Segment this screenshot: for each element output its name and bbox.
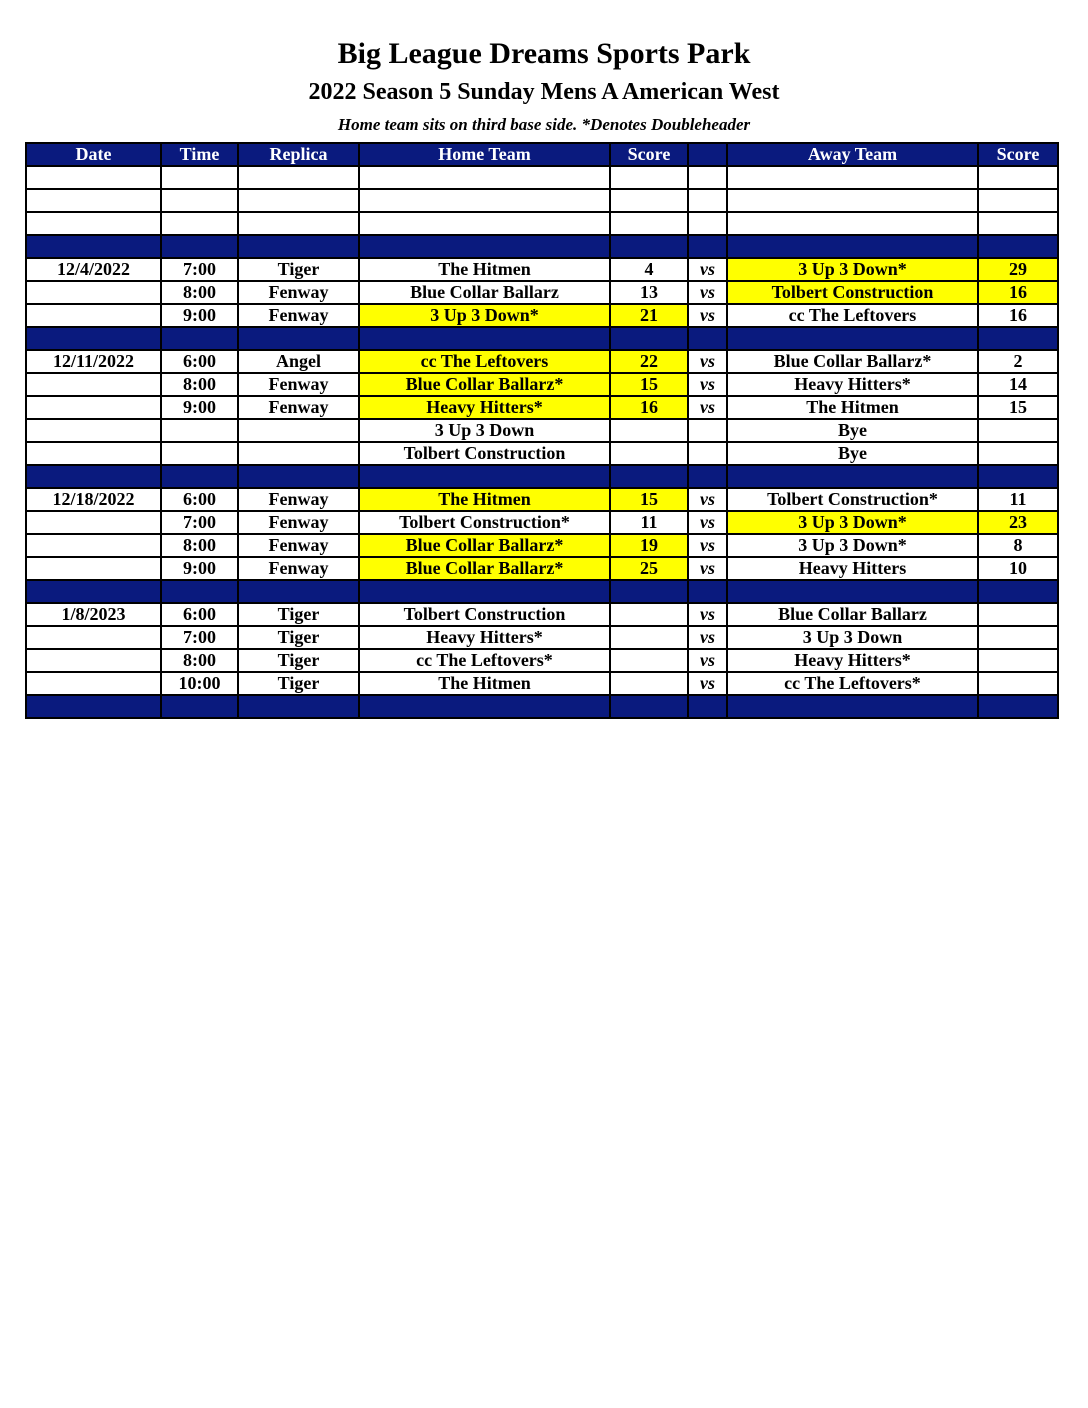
away-team-cell: Heavy Hitters* [727,649,978,672]
schedule-note: Home team sits on third base side. *Denotes Doubleheader [337,115,751,134]
away-team-cell [727,166,978,189]
time-cell: 8:00 [161,534,238,557]
date-cell [26,580,161,603]
home-team-cell [359,695,610,718]
away-team-cell: 3 Up 3 Down* [727,258,978,281]
home-score-cell [610,419,688,442]
away-team-cell [727,580,978,603]
replica-cell [238,212,359,235]
page-title: Big League Dreams Sports Park [337,37,751,70]
vs-cell [688,166,727,189]
away-score-cell [978,327,1058,350]
vs-cell: vs [688,258,727,281]
vs-cell: vs [688,350,727,373]
away-team-cell [727,327,978,350]
home-team-cell: 3 Up 3 Down [359,419,610,442]
col-home-team: Home Team [359,143,610,166]
table-row [26,419,1058,442]
replica-cell [238,465,359,488]
away-score-cell [978,672,1058,695]
replica-cell: Tiger [238,626,359,649]
table-row [26,304,1058,327]
away-team-cell: Bye [727,419,978,442]
away-team-cell: 3 Up 3 Down* [727,534,978,557]
away-score-cell [978,695,1058,718]
replica-cell [238,695,359,718]
table-row [26,603,1058,626]
vs-cell: vs [688,534,727,557]
home-team-cell: Blue Collar Ballarz* [359,557,610,580]
col-away-score: Score [978,143,1058,166]
time-cell [161,580,238,603]
home-team-cell [359,212,610,235]
date-cell: 12/4/2022 [26,258,161,281]
blank-row [26,189,1058,212]
date-cell: 12/18/2022 [26,488,161,511]
blank-row [26,212,1058,235]
date-cell [26,396,161,419]
time-cell [161,419,238,442]
away-team-cell [727,212,978,235]
away-score-cell [978,580,1058,603]
vs-cell: vs [688,626,727,649]
vs-cell [688,212,727,235]
date-cell [26,511,161,534]
schedule-table [25,142,1059,719]
section-separator-row [26,327,1058,350]
date-cell [26,235,161,258]
col-date: Date [26,143,161,166]
away-score-cell: 8 [978,534,1058,557]
col-away-team: Away Team [727,143,978,166]
away-team-cell: Blue Collar Ballarz [727,603,978,626]
home-team-cell [359,235,610,258]
time-cell: 6:00 [161,350,238,373]
vs-cell: vs [688,281,727,304]
time-cell: 9:00 [161,304,238,327]
section-separator-row [26,465,1058,488]
away-team-cell [727,189,978,212]
home-score-cell [610,672,688,695]
home-score-cell: 11 [610,511,688,534]
home-team-cell: Heavy Hitters* [359,626,610,649]
home-score-cell [610,580,688,603]
section-separator-row [26,235,1058,258]
away-score-cell: 15 [978,396,1058,419]
home-score-cell: 22 [610,350,688,373]
home-score-cell: 25 [610,557,688,580]
date-cell [26,189,161,212]
time-cell: 7:00 [161,511,238,534]
replica-cell: Fenway [238,396,359,419]
time-cell: 8:00 [161,281,238,304]
away-team-cell: cc The Leftovers [727,304,978,327]
vs-cell: vs [688,373,727,396]
replica-cell: Angel [238,350,359,373]
col-vs [688,143,727,166]
home-team-cell: The Hitmen [359,258,610,281]
home-score-cell [610,603,688,626]
vs-cell [688,580,727,603]
vs-cell: vs [688,649,727,672]
replica-cell: Fenway [238,511,359,534]
date-cell [26,557,161,580]
table-row [26,511,1058,534]
time-cell [161,235,238,258]
vs-cell [688,235,727,258]
home-score-cell [610,649,688,672]
vs-cell: vs [688,488,727,511]
replica-cell [238,580,359,603]
replica-cell: Fenway [238,488,359,511]
date-cell [26,166,161,189]
time-cell: 6:00 [161,603,238,626]
home-team-cell: Tolbert Construction [359,442,610,465]
table-row [26,258,1058,281]
home-team-cell: cc The Leftovers* [359,649,610,672]
away-team-cell [727,695,978,718]
home-team-cell: Tolbert Construction [359,603,610,626]
away-score-cell [978,465,1058,488]
away-score-cell [978,626,1058,649]
home-team-cell: Blue Collar Ballarz* [359,534,610,557]
replica-cell [238,166,359,189]
date-cell [26,672,161,695]
vs-cell [688,189,727,212]
away-team-cell: 3 Up 3 Down* [727,511,978,534]
date-cell [26,534,161,557]
away-score-cell [978,166,1058,189]
time-cell [161,695,238,718]
date-cell [26,373,161,396]
schedule-body [26,166,1058,718]
home-score-cell [610,235,688,258]
replica-cell: Fenway [238,557,359,580]
home-score-cell [610,189,688,212]
home-score-cell: 15 [610,373,688,396]
date-cell [26,419,161,442]
vs-cell [688,695,727,718]
time-cell [161,465,238,488]
page-subtitle: 2022 Season 5 Sunday Mens A American West [308,79,780,105]
away-score-cell [978,603,1058,626]
replica-cell [238,442,359,465]
away-team-cell: Heavy Hitters [727,557,978,580]
table-row [26,488,1058,511]
time-cell [161,327,238,350]
replica-cell [238,189,359,212]
replica-cell: Fenway [238,534,359,557]
away-team-cell: Bye [727,442,978,465]
time-cell: 7:00 [161,258,238,281]
table-row [26,557,1058,580]
date-cell [26,212,161,235]
away-score-cell [978,189,1058,212]
time-cell [161,212,238,235]
date-cell [26,281,161,304]
date-cell [26,649,161,672]
table-row [26,350,1058,373]
col-replica: Replica [238,143,359,166]
date-cell [26,465,161,488]
vs-cell: vs [688,511,727,534]
home-team-cell: 3 Up 3 Down* [359,304,610,327]
home-score-cell [610,626,688,649]
vs-cell: vs [688,396,727,419]
time-cell: 9:00 [161,557,238,580]
date-cell [26,327,161,350]
away-score-cell: 16 [978,304,1058,327]
vs-cell: vs [688,557,727,580]
time-cell: 8:00 [161,649,238,672]
col-time: Time [161,143,238,166]
replica-cell [238,419,359,442]
away-team-cell: Heavy Hitters* [727,373,978,396]
replica-cell [238,327,359,350]
col-home-score: Score [610,143,688,166]
home-team-cell: Blue Collar Ballarz [359,281,610,304]
away-team-cell: Blue Collar Ballarz* [727,350,978,373]
home-team-cell: Blue Collar Ballarz* [359,373,610,396]
date-cell [26,626,161,649]
home-score-cell [610,695,688,718]
section-separator-row [26,695,1058,718]
away-team-cell: The Hitmen [727,396,978,419]
time-cell [161,442,238,465]
away-score-cell: 29 [978,258,1058,281]
home-team-cell: cc The Leftovers [359,350,610,373]
home-team-cell [359,189,610,212]
home-score-cell [610,166,688,189]
home-score-cell: 4 [610,258,688,281]
vs-cell [688,442,727,465]
section-separator-row [26,580,1058,603]
table-row [26,396,1058,419]
away-team-cell: Tolbert Construction* [727,488,978,511]
home-team-cell [359,580,610,603]
replica-cell: Tiger [238,672,359,695]
replica-cell: Tiger [238,258,359,281]
blank-row [26,166,1058,189]
time-cell: 9:00 [161,396,238,419]
home-score-cell: 19 [610,534,688,557]
away-team-cell: Tolbert Construction [727,281,978,304]
vs-cell [688,419,727,442]
away-team-cell [727,465,978,488]
away-team-cell: cc The Leftovers* [727,672,978,695]
table-row [26,281,1058,304]
home-team-cell: The Hitmen [359,672,610,695]
away-score-cell [978,212,1058,235]
replica-cell: Tiger [238,603,359,626]
vs-cell: vs [688,672,727,695]
away-score-cell: 11 [978,488,1058,511]
away-score-cell: 23 [978,511,1058,534]
away-team-cell: 3 Up 3 Down [727,626,978,649]
vs-cell: vs [688,603,727,626]
time-cell: 10:00 [161,672,238,695]
date-cell: 12/11/2022 [26,350,161,373]
away-score-cell [978,419,1058,442]
time-cell: 7:00 [161,626,238,649]
time-cell: 6:00 [161,488,238,511]
away-score-cell: 2 [978,350,1058,373]
home-team-cell [359,465,610,488]
table-row [26,373,1058,396]
replica-cell: Fenway [238,281,359,304]
replica-cell: Fenway [238,304,359,327]
vs-cell [688,327,727,350]
table-row [26,626,1058,649]
vs-cell: vs [688,304,727,327]
table-row [26,649,1058,672]
away-score-cell: 10 [978,557,1058,580]
home-score-cell: 15 [610,488,688,511]
away-score-cell: 14 [978,373,1058,396]
table-row [26,672,1058,695]
home-team-cell: Heavy Hitters* [359,396,610,419]
home-score-cell [610,327,688,350]
away-team-cell [727,235,978,258]
replica-cell [238,235,359,258]
time-cell [161,189,238,212]
table-row [26,442,1058,465]
away-score-cell [978,442,1058,465]
home-score-cell: 21 [610,304,688,327]
home-score-cell: 16 [610,396,688,419]
home-score-cell [610,442,688,465]
vs-cell [688,465,727,488]
replica-cell: Tiger [238,649,359,672]
home-team-cell [359,327,610,350]
home-score-cell [610,212,688,235]
date-cell [26,304,161,327]
home-team-cell: Tolbert Construction* [359,511,610,534]
time-cell [161,166,238,189]
home-team-cell: The Hitmen [359,488,610,511]
time-cell: 8:00 [161,373,238,396]
header-row [26,143,1058,166]
table-row [26,534,1058,557]
away-score-cell: 16 [978,281,1058,304]
date-cell: 1/8/2023 [26,603,161,626]
date-cell [26,695,161,718]
home-score-cell [610,465,688,488]
away-score-cell [978,649,1058,672]
home-score-cell: 13 [610,281,688,304]
replica-cell: Fenway [238,373,359,396]
date-cell [26,442,161,465]
home-team-cell [359,166,610,189]
away-score-cell [978,235,1058,258]
